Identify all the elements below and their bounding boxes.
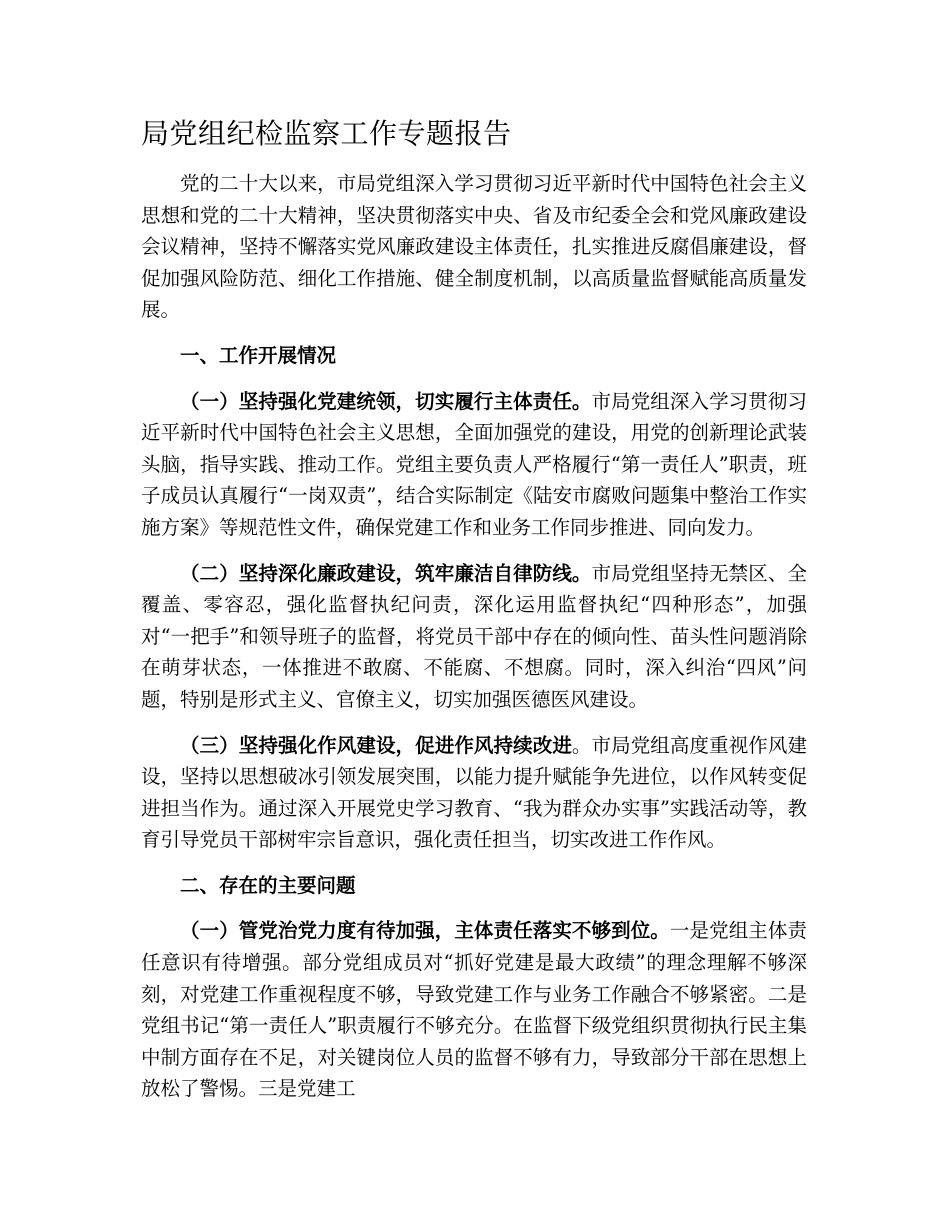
- section-heading-main-problems: 二、存在的主要问题: [180, 873, 356, 897]
- section2-item-1: [141, 915, 807, 1105]
- item-lead: （一）坚持强化党建统领，切实履行主体责任。: [180, 389, 592, 413]
- section-heading-work-progress: 一、工作开展情况: [180, 343, 337, 367]
- document-page: [141, 116, 807, 1119]
- item-lead: （二）坚持深化廉政建设，筑牢廉洁自律防线。: [180, 561, 592, 585]
- item-body: 市局党组坚持无禁区、全覆盖、零容忍，强化监督执纪问责，深化运用监督执纪“四种形态”，加强对“一把手”和领导班子的监督，将党员干部中存在的倾向性、苗头性问题消除在萌芽状态，一体推进不敢腐、不能腐、不想腐。同时，深入纠治“四风”问题，特别是形式主义、官僚主义，切实加强医德医风建设。: [141, 561, 807, 711]
- item-body: 市局党组深入学习贯彻习近平新时代中国特色社会主义思想，全面加强党的建设，用党的创新理论武装头脑，指导实践、推动工作。党组主要负责人严格履行“第一责任人”职责，班子成员认真履行“一岗双责”，结合实际制定《陆安市腐败问题集中整治工作实施方案》等规范性文件，确保党建工作和业务工作同步推进、同向发力。: [141, 389, 807, 539]
- document-title: 局党组纪检监察工作专题报告: [141, 117, 512, 150]
- item-lead: （一）管党治党力度有待加强，主体责任落实不够到位。: [180, 919, 670, 943]
- intro-paragraph: 党的二十大以来，市局党组深入学习贯彻习近平新时代中国特色社会主义思想和党的二十大精神，坚决贯彻落实中央、省及市纪委全会和党风廉政建设会议精神，坚持不懈落实党风廉政建设主体责任，扎实推进反腐倡廉建设，督促加强风险防范、细化工作措施、健全制度机制，以高质量监督赋能高质量发展。: [141, 172, 807, 322]
- section1-item-1: [141, 386, 807, 544]
- section1-item-3: [141, 730, 807, 856]
- section1-item-2: [141, 558, 807, 716]
- item-body: 。市局党组高度重视作风建设，坚持以思想破冰引领发展突围，以能力提升赋能争先进位，以作风转变促进担当作为。通过深入开展党史学习教育、“我为群众办实事”实践活动等，教育引导党员干部树牢宗旨意识，强化责任担当，切实改进工作作风。: [141, 733, 807, 852]
- item-lead: （三）坚持强化作风建设，促进作风持续改进: [180, 733, 572, 757]
- item-body: 一是党组主体责任意识有待增强。部分党组成员对“抓好党建是最大政绩”的理念理解不够深刻，对党建工作重视程度不够，导致党建工作与业务工作融合不够紧密。二是党组书记“第一责任人”职责履行不够充分。在监督下级党组织贯彻执行民主集中制方面存在不足，对关键岗位人员的监督不够有力，导致部分干部在思想上放松了警惕。三是党建工: [141, 919, 807, 1101]
